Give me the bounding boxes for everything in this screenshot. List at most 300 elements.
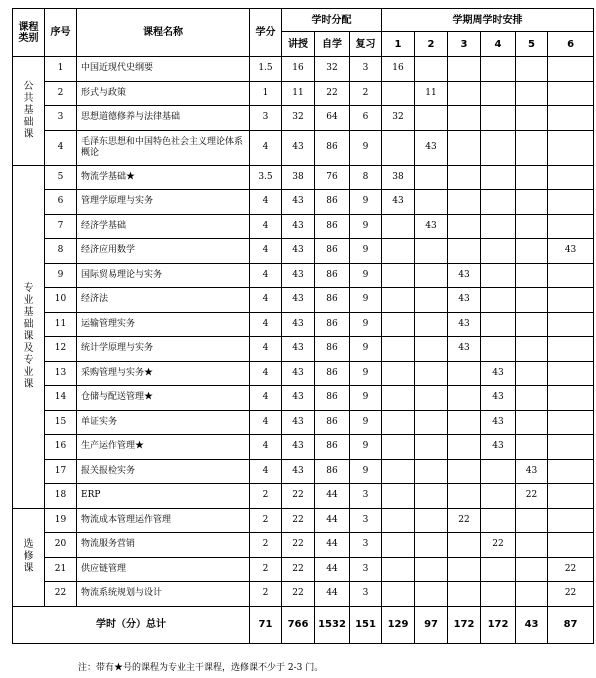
semester-2-hours [415, 361, 448, 386]
semester-3-hours [448, 214, 481, 239]
table-row [13, 214, 594, 239]
total-semester-1: 129 [382, 606, 415, 643]
review-hours: 9 [350, 386, 382, 411]
semester-2-hours [415, 263, 448, 288]
semester-1-hours [382, 263, 415, 288]
semester-3-hours [448, 190, 481, 215]
semester-2-hours [415, 410, 448, 435]
semester-5-hours [516, 288, 548, 313]
semester-1-hours [382, 484, 415, 509]
course-name: 思想道德修养与法律基础 [77, 106, 250, 131]
semester-4-hours [481, 459, 516, 484]
semester-4-hours: 22 [481, 533, 516, 558]
course-name: 物流服务营销 [77, 533, 250, 558]
semester-3-hours [448, 484, 481, 509]
semester-4-hours [481, 190, 516, 215]
credit-cell: 4 [250, 312, 282, 337]
semester-2-hours [415, 484, 448, 509]
semester-3-hours: 22 [448, 508, 481, 533]
semester-5-hours [516, 239, 548, 264]
course-name: 仓储与配送管理★ [77, 386, 250, 411]
total-lecture: 766 [282, 606, 315, 643]
semester-5-hours [516, 312, 548, 337]
table-row [13, 582, 594, 607]
row-number: 21 [45, 557, 77, 582]
credit-cell: 1.5 [250, 57, 282, 82]
review-hours: 9 [350, 361, 382, 386]
row-number: 1 [45, 57, 77, 82]
header-review: 复习 [350, 32, 382, 57]
row-number: 4 [45, 130, 77, 165]
semester-2-hours [415, 288, 448, 313]
table-row [13, 263, 594, 288]
row-number: 16 [45, 435, 77, 460]
course-name: 形式与政策 [77, 81, 250, 106]
semester-1-hours [382, 435, 415, 460]
row-number: 19 [45, 508, 77, 533]
review-hours: 3 [350, 582, 382, 607]
course-name: 毛泽东思想和中国特色社会主义理论体系概论 [77, 130, 250, 165]
row-number: 17 [45, 459, 77, 484]
semester-6-hours [548, 106, 594, 131]
course-name: 中国近现代史纲要 [77, 57, 250, 82]
header-semester-6: 6 [548, 32, 594, 57]
review-hours: 8 [350, 165, 382, 190]
total-self-study: 1532 [315, 606, 350, 643]
lecture-hours: 22 [282, 484, 315, 509]
lecture-hours: 43 [282, 239, 315, 264]
category-label: 公共基础课 [23, 80, 34, 140]
table-row [13, 57, 594, 82]
semester-3-hours [448, 239, 481, 264]
course-name: 物流成本管理运作管理 [77, 508, 250, 533]
footnote: 注：带有★号的课程为专业主干课程，选修课不少于 2-3 门。 [78, 663, 324, 673]
lecture-hours: 22 [282, 508, 315, 533]
total-semester-5: 43 [516, 606, 548, 643]
semester-1-hours [382, 582, 415, 607]
review-hours: 6 [350, 106, 382, 131]
row-number: 20 [45, 533, 77, 558]
lecture-hours: 43 [282, 288, 315, 313]
semester-5-hours [516, 81, 548, 106]
review-hours: 9 [350, 435, 382, 460]
course-name: 物流系统规划与设计 [77, 582, 250, 607]
semester-3-hours [448, 459, 481, 484]
table-row [13, 130, 594, 165]
lecture-hours: 11 [282, 81, 315, 106]
self-study-hours: 44 [315, 508, 350, 533]
header-semester-4: 4 [481, 32, 516, 57]
self-study-hours: 64 [315, 106, 350, 131]
table-row [13, 459, 594, 484]
semester-5-hours [516, 263, 548, 288]
semester-5-hours [516, 386, 548, 411]
semester-2-hours [415, 239, 448, 264]
semester-2-hours [415, 508, 448, 533]
semester-1-hours [382, 557, 415, 582]
semester-6-hours: 43 [548, 239, 594, 264]
self-study-hours: 86 [315, 130, 350, 165]
table-row [13, 533, 594, 558]
semester-3-hours: 43 [448, 288, 481, 313]
self-study-hours: 86 [315, 190, 350, 215]
self-study-hours: 86 [315, 239, 350, 264]
credit-cell: 4 [250, 288, 282, 313]
semester-3-hours [448, 81, 481, 106]
credit-cell: 4 [250, 190, 282, 215]
review-hours: 3 [350, 533, 382, 558]
header-hours: 学时分配 [282, 9, 382, 32]
semester-6-hours [548, 386, 594, 411]
semester-2-hours: 11 [415, 81, 448, 106]
table-row [13, 508, 594, 533]
semester-4-hours: 43 [481, 435, 516, 460]
semester-6-hours [548, 214, 594, 239]
semester-4-hours: 43 [481, 361, 516, 386]
table-row [13, 484, 594, 509]
course-name: 国际贸易理论与实务 [77, 263, 250, 288]
total-semester-2: 97 [415, 606, 448, 643]
self-study-hours: 44 [315, 533, 350, 558]
course-name: 采购管理与实务★ [77, 361, 250, 386]
semester-1-hours [382, 508, 415, 533]
semester-5-hours [516, 106, 548, 131]
credit-cell: 3.5 [250, 165, 282, 190]
lecture-hours: 43 [282, 435, 315, 460]
semester-6-hours [548, 533, 594, 558]
course-name: 物流学基础★ [77, 165, 250, 190]
table-row [13, 312, 594, 337]
course-name: 供应链管理 [77, 557, 250, 582]
semester-1-hours [382, 361, 415, 386]
credit-cell: 4 [250, 361, 282, 386]
self-study-hours: 86 [315, 459, 350, 484]
semester-2-hours [415, 165, 448, 190]
row-number: 13 [45, 361, 77, 386]
semester-4-hours [481, 288, 516, 313]
review-hours: 3 [350, 484, 382, 509]
course-table-body [13, 57, 594, 607]
course-name: 报关报检实务 [77, 459, 250, 484]
self-study-hours: 86 [315, 410, 350, 435]
semester-3-hours: 43 [448, 312, 481, 337]
semester-6-hours [548, 130, 594, 165]
total-semester-3: 172 [448, 606, 481, 643]
semester-2-hours: 43 [415, 130, 448, 165]
semester-1-hours [382, 410, 415, 435]
lecture-hours: 22 [282, 582, 315, 607]
semester-3-hours [448, 130, 481, 165]
row-number: 8 [45, 239, 77, 264]
review-hours: 9 [350, 130, 382, 165]
self-study-hours: 32 [315, 57, 350, 82]
semester-2-hours [415, 459, 448, 484]
self-study-hours: 86 [315, 361, 350, 386]
review-hours: 9 [350, 337, 382, 362]
course-name: 统计学原理与实务 [77, 337, 250, 362]
semester-4-hours [481, 239, 516, 264]
semester-5-hours [516, 533, 548, 558]
header-no: 序号 [45, 9, 77, 57]
total-row [13, 606, 594, 643]
review-hours: 9 [350, 312, 382, 337]
total-review: 151 [350, 606, 382, 643]
semester-6-hours [548, 459, 594, 484]
lecture-hours: 38 [282, 165, 315, 190]
course-name: 经济法 [77, 288, 250, 313]
semester-6-hours [548, 484, 594, 509]
lecture-hours: 22 [282, 533, 315, 558]
semester-5-hours [516, 361, 548, 386]
row-number: 15 [45, 410, 77, 435]
credit-cell: 4 [250, 214, 282, 239]
semester-4-hours: 43 [481, 410, 516, 435]
self-study-hours: 86 [315, 288, 350, 313]
semester-2-hours [415, 386, 448, 411]
semester-6-hours [548, 312, 594, 337]
semester-6-hours [548, 81, 594, 106]
semester-4-hours [481, 57, 516, 82]
semester-1-hours [382, 214, 415, 239]
semester-2-hours [415, 312, 448, 337]
total-semester-4: 172 [481, 606, 516, 643]
header-credit: 学分 [250, 9, 282, 57]
row-number: 7 [45, 214, 77, 239]
table-row [13, 410, 594, 435]
lecture-hours: 43 [282, 130, 315, 165]
credit-cell: 2 [250, 582, 282, 607]
semester-3-hours [448, 386, 481, 411]
semester-5-hours [516, 557, 548, 582]
lecture-hours: 43 [282, 312, 315, 337]
row-number: 22 [45, 582, 77, 607]
lecture-hours: 43 [282, 190, 315, 215]
review-hours: 9 [350, 459, 382, 484]
review-hours: 9 [350, 214, 382, 239]
semester-2-hours [415, 337, 448, 362]
row-number: 14 [45, 386, 77, 411]
semester-6-hours [548, 410, 594, 435]
row-number: 11 [45, 312, 77, 337]
total-label: 学时（分）总计 [13, 606, 250, 643]
header-category: 课程类别 [13, 9, 45, 57]
semester-1-hours [382, 239, 415, 264]
course-table [12, 8, 594, 644]
lecture-hours: 43 [282, 361, 315, 386]
credit-cell: 2 [250, 533, 282, 558]
semester-5-hours [516, 165, 548, 190]
row-number: 3 [45, 106, 77, 131]
semester-4-hours [481, 106, 516, 131]
row-number: 9 [45, 263, 77, 288]
header-semester-3: 3 [448, 32, 481, 57]
semester-3-hours [448, 533, 481, 558]
semester-6-hours [548, 190, 594, 215]
semester-1-hours: 43 [382, 190, 415, 215]
lecture-hours: 22 [282, 557, 315, 582]
semester-2-hours: 43 [415, 214, 448, 239]
semester-3-hours [448, 557, 481, 582]
self-study-hours: 86 [315, 337, 350, 362]
semester-1-hours [382, 130, 415, 165]
review-hours: 9 [350, 263, 382, 288]
semester-4-hours [481, 312, 516, 337]
self-study-hours: 86 [315, 386, 350, 411]
credit-cell: 4 [250, 337, 282, 362]
header-name: 课程名称 [77, 9, 250, 57]
semester-2-hours [415, 435, 448, 460]
header-semesters: 学期周学时安排 [382, 9, 594, 32]
semester-1-hours [382, 288, 415, 313]
review-hours: 2 [350, 81, 382, 106]
header-semester-1: 1 [382, 32, 415, 57]
credit-cell: 4 [250, 130, 282, 165]
course-name: ERP [77, 484, 250, 509]
semester-4-hours [481, 508, 516, 533]
semester-6-hours [548, 508, 594, 533]
semester-1-hours: 32 [382, 106, 415, 131]
semester-4-hours [481, 214, 516, 239]
self-study-hours: 86 [315, 435, 350, 460]
self-study-hours: 76 [315, 165, 350, 190]
course-name: 运输管理实务 [77, 312, 250, 337]
category-cell [13, 508, 45, 606]
semester-6-hours: 22 [548, 557, 594, 582]
self-study-hours: 86 [315, 214, 350, 239]
semester-3-hours [448, 410, 481, 435]
course-name: 单证实务 [77, 410, 250, 435]
semester-6-hours: 22 [548, 582, 594, 607]
credit-cell: 4 [250, 435, 282, 460]
total-credit: 71 [250, 606, 282, 643]
semester-1-hours [382, 386, 415, 411]
row-number: 18 [45, 484, 77, 509]
header-lecture: 讲授 [282, 32, 315, 57]
semester-5-hours [516, 130, 548, 165]
semester-2-hours [415, 533, 448, 558]
credit-cell: 4 [250, 459, 282, 484]
semester-6-hours [548, 435, 594, 460]
table-row [13, 361, 594, 386]
semester-5-hours [516, 190, 548, 215]
course-name: 经济应用数学 [77, 239, 250, 264]
semester-6-hours [548, 57, 594, 82]
credit-cell: 1 [250, 81, 282, 106]
header-semester-5: 5 [516, 32, 548, 57]
credit-cell: 4 [250, 263, 282, 288]
row-number: 10 [45, 288, 77, 313]
review-hours: 9 [350, 410, 382, 435]
semester-2-hours [415, 582, 448, 607]
semester-1-hours [382, 81, 415, 106]
row-number: 6 [45, 190, 77, 215]
semester-3-hours [448, 57, 481, 82]
semester-4-hours [481, 337, 516, 362]
semester-5-hours [516, 214, 548, 239]
row-number: 2 [45, 81, 77, 106]
semester-1-hours [382, 533, 415, 558]
credit-cell: 4 [250, 410, 282, 435]
review-hours: 9 [350, 239, 382, 264]
self-study-hours: 86 [315, 263, 350, 288]
table-row [13, 288, 594, 313]
semester-4-hours: 43 [481, 386, 516, 411]
table-row [13, 165, 594, 190]
course-name: 经济学基础 [77, 214, 250, 239]
self-study-hours: 44 [315, 557, 350, 582]
credit-cell: 2 [250, 484, 282, 509]
semester-5-hours [516, 337, 548, 362]
credit-cell: 2 [250, 557, 282, 582]
table-row [13, 81, 594, 106]
semester-3-hours [448, 582, 481, 607]
lecture-hours: 43 [282, 459, 315, 484]
semester-1-hours [382, 459, 415, 484]
semester-6-hours [548, 337, 594, 362]
credit-cell: 4 [250, 386, 282, 411]
semester-5-hours: 43 [516, 459, 548, 484]
category-label: 选修课 [23, 539, 34, 574]
semester-3-hours: 43 [448, 263, 481, 288]
self-study-hours: 86 [315, 312, 350, 337]
semester-2-hours [415, 57, 448, 82]
semester-5-hours [516, 410, 548, 435]
semester-5-hours [516, 57, 548, 82]
semester-4-hours [481, 130, 516, 165]
header-self-study: 自学 [315, 32, 350, 57]
header-semester-2: 2 [415, 32, 448, 57]
review-hours: 9 [350, 288, 382, 313]
semester-1-hours: 38 [382, 165, 415, 190]
table-row [13, 435, 594, 460]
semester-2-hours [415, 190, 448, 215]
semester-1-hours: 16 [382, 57, 415, 82]
lecture-hours: 43 [282, 386, 315, 411]
credit-cell: 3 [250, 106, 282, 131]
semester-4-hours [481, 81, 516, 106]
semester-4-hours [481, 263, 516, 288]
semester-3-hours [448, 361, 481, 386]
semester-5-hours [516, 582, 548, 607]
self-study-hours: 44 [315, 484, 350, 509]
table-row [13, 337, 594, 362]
lecture-hours: 43 [282, 337, 315, 362]
semester-6-hours [548, 165, 594, 190]
table-row [13, 190, 594, 215]
self-study-hours: 22 [315, 81, 350, 106]
semester-2-hours [415, 557, 448, 582]
course-name: 管理学原理与实务 [77, 190, 250, 215]
semester-5-hours [516, 435, 548, 460]
semester-1-hours [382, 312, 415, 337]
semester-4-hours [481, 557, 516, 582]
category-label: 专业基础课及专业课 [23, 282, 34, 390]
table-row [13, 239, 594, 264]
total-semester-6: 87 [548, 606, 594, 643]
lecture-hours: 43 [282, 214, 315, 239]
semester-3-hours [448, 106, 481, 131]
row-number: 5 [45, 165, 77, 190]
lecture-hours: 32 [282, 106, 315, 131]
semester-4-hours [481, 582, 516, 607]
review-hours: 3 [350, 557, 382, 582]
lecture-hours: 43 [282, 410, 315, 435]
semester-6-hours [548, 361, 594, 386]
table-row [13, 557, 594, 582]
semester-3-hours [448, 435, 481, 460]
semester-1-hours [382, 337, 415, 362]
semester-2-hours [415, 106, 448, 131]
